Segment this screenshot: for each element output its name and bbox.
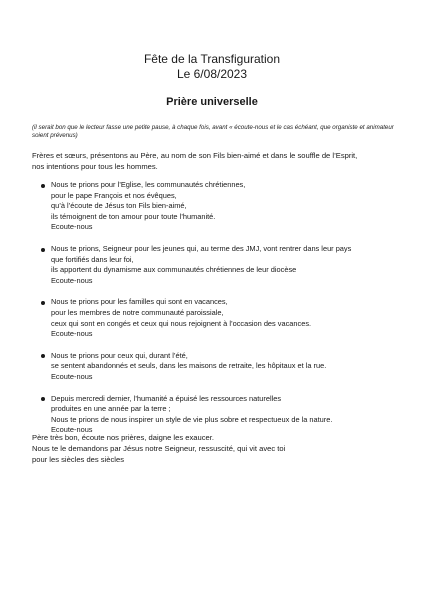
response-line: Ecoute-nous	[51, 425, 93, 435]
intro-line: Frères et sœurs, présentons au Père, au nom de son Fils bien-aimé et dans le souffle de l’Esprit,	[32, 151, 358, 160]
closing-line: pour les siècles des siècles	[32, 455, 125, 464]
page-title: Fête de la Transfiguration	[143, 52, 281, 66]
bullet-icon	[41, 184, 45, 188]
response-line: Ecoute-nous	[51, 275, 93, 285]
section-title: Prière universelle	[166, 96, 258, 108]
intention-item	[32, 297, 407, 339]
intention-line: produites en une année par la terre ;	[51, 404, 171, 414]
bullet-icon	[41, 301, 45, 305]
intention-line: Nous te prions de nous inspirer un style de vie plus sobre et respectueux de la nature.	[51, 414, 333, 424]
bullet-icon	[41, 397, 45, 401]
closing-prayer	[32, 432, 402, 465]
response-line: Ecoute-nous	[51, 222, 93, 232]
intention-line: se sentent abandonnés et seuls, dans les maisons de retraite, les hôpitaux et la rue.	[51, 361, 327, 371]
bullet-icon	[41, 248, 45, 252]
intention-line: ils apportent du dynamisme aux communautés chrétiennes de leur diocèse	[51, 265, 297, 275]
intention-item	[32, 244, 407, 286]
intention-line: Nous te prions, Seigneur pour les jeunes qui, au terme des JMJ, vont rentrer dans leur pays	[51, 243, 352, 253]
intention-line: Nous te prions pour l’Eglise, les communautés chrétiennes,	[51, 180, 246, 189]
intention-line: qu’à l’écoute de Jésus ton Fils bien-aimé,	[51, 201, 187, 211]
reader-note: (il serait bon que le lecteur fasse une petite pause, à chaque fois, avant « écoute-nous et le cas échéant, que organiste et animateur soient prévenus)	[32, 124, 394, 139]
intentions-list	[32, 180, 407, 447]
intention-line: ceux qui sont en congés et ceux qui nous rejoignent à l’occasion des vacances.	[51, 318, 312, 328]
bullet-icon	[41, 354, 45, 358]
response-line: Ecoute-nous	[51, 371, 93, 381]
intention-item	[32, 180, 407, 233]
intro-line: nos intentions pour tous les hommes.	[32, 162, 158, 171]
closing-line: Nous te le demandons par Jésus notre Seigneur, ressuscité, qui vit avec toi	[32, 444, 286, 453]
date-line: Le 6/08/2023	[176, 67, 248, 81]
intro-paragraph	[32, 150, 402, 172]
intention-line: que fortifiés dans leur foi,	[51, 254, 134, 264]
intention-item	[32, 394, 407, 436]
intention-line: ils témoignent de ton amour pour toute l’humanité.	[51, 211, 216, 221]
intention-item	[32, 351, 407, 383]
intention-line: pour les membres de notre communauté paroissiale,	[51, 307, 224, 317]
intention-line: Nous te prions pour les familles qui sont en vacances,	[51, 297, 228, 307]
intention-line: Depuis mercredi dernier, l’humanité a épuisé les ressources naturelles	[51, 393, 282, 403]
response-line: Ecoute-nous	[51, 329, 93, 339]
closing-line: Père très bon, écoute nos prières, daigne les exaucer.	[32, 433, 214, 442]
intention-line: pour le pape François et nos évêques,	[51, 190, 177, 200]
intention-line: Nous te prions pour ceux qui, durant l’été,	[51, 350, 188, 360]
